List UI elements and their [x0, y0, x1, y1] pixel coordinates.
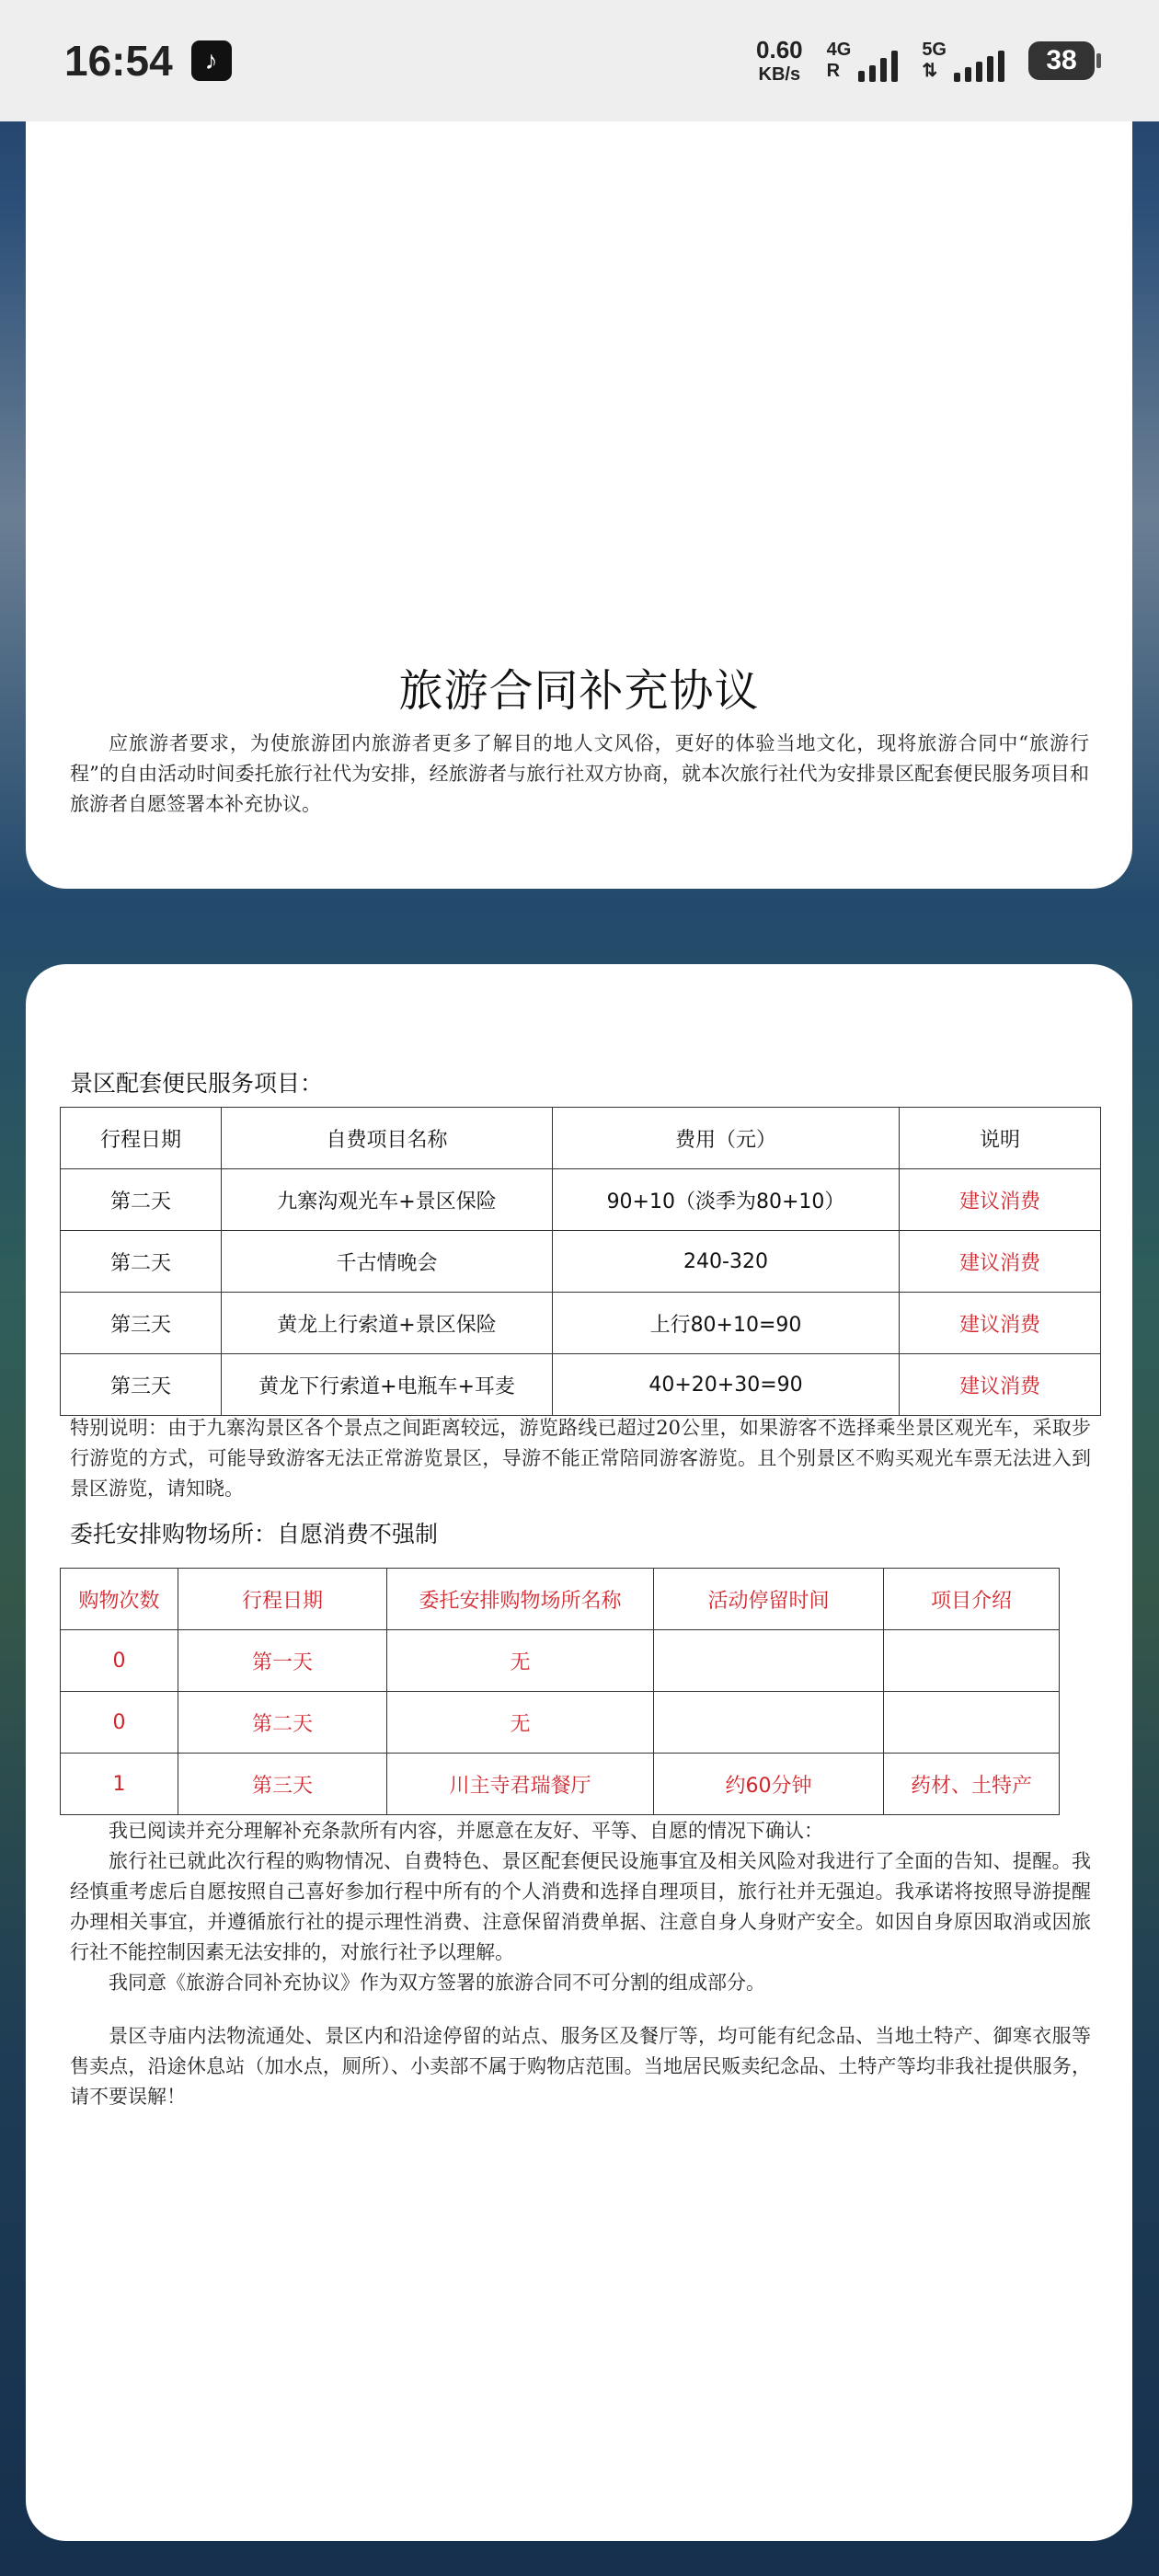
table-cell: 黄龙下行索道+电瓶车+耳麦 [222, 1354, 553, 1416]
sim1-signal [827, 40, 899, 82]
table-header-cell: 行程日期 [178, 1569, 387, 1630]
table-header-cell: 委托安排购物场所名称 [387, 1569, 654, 1630]
table-row [61, 1630, 1060, 1692]
table-header-cell: 购物次数 [61, 1569, 178, 1630]
network-speed [756, 38, 803, 84]
battery-level: 38 [1046, 45, 1077, 75]
shopping-section-title: 委托安排购物场所：自愿消费不强制 [70, 1521, 439, 1547]
agreement-paragraph: 旅行社已就此次行程的购物情况、自费特色、景区配套便民设施事宜及相关风险对我进行了全面的告知、提醒。我经慎重考虑后自愿按照自己喜好参加行程中所有的个人消费和选择自理项目，旅行社并无强迫。我承诺将按照导游提醒办理相关事宜，并遵循旅行社的提示理性消费、注意保留消费单据、注意自身人身财产安全。如因自身原因取消或因旅行社不能控制因素无法安排的，对旅行社予以理解。 [70, 1850, 1091, 1963]
table-row [61, 1293, 1101, 1354]
data-arrows-icon: ⇅ [922, 61, 938, 81]
table-header-row [61, 1569, 1060, 1630]
table-cell: 建议消费 [900, 1293, 1101, 1354]
table-cell: 九寨沟观光车+景区保险 [222, 1169, 553, 1231]
agreement-paragraph: 我同意《旅游合同补充协议》作为双方签署的旅游合同不可分割的组成部分。 [109, 1972, 765, 1994]
table-cell: 约60分钟 [654, 1754, 884, 1815]
signal-bars-icon [954, 51, 1004, 82]
status-indicators [756, 38, 1095, 84]
sim2-type: 5G [922, 40, 947, 60]
table-cell: 90+10（淡季为80+10） [553, 1169, 900, 1231]
table-row [61, 1231, 1101, 1293]
table-cell: 无 [387, 1630, 654, 1692]
network-speed-value: 0.60 [756, 36, 803, 63]
status-bar [0, 0, 1159, 121]
table-cell: 0 [61, 1630, 178, 1692]
table-cell: 上行80+10=90 [553, 1293, 900, 1354]
table-header-cell: 行程日期 [61, 1108, 222, 1169]
table-cell: 药材、土特产 [884, 1754, 1060, 1815]
table-cell: 第一天 [178, 1630, 387, 1692]
shopping-table [60, 1568, 1060, 1815]
table-header-cell: 活动停留时间 [654, 1569, 884, 1630]
document-title: 旅游合同补充协议 [398, 665, 760, 717]
agreement-paragraph: 我已阅读并充分理解补充条款所有内容，并愿意在友好、平等、自愿的情况下确认： [109, 1820, 823, 1842]
table-cell [654, 1692, 884, 1754]
document-page-1[interactable] [26, 121, 1132, 889]
table-header-cell: 项目介绍 [884, 1569, 1060, 1630]
table-header-row [61, 1108, 1101, 1169]
table-cell: 第三天 [61, 1354, 222, 1416]
table-row [61, 1354, 1101, 1416]
table-cell: 无 [387, 1692, 654, 1754]
agreement-text [70, 1816, 1091, 2112]
sim1-roaming: R [826, 61, 841, 81]
table-cell [884, 1630, 1060, 1692]
agreement-paragraph: 景区寺庙内法物流通处、景区内和沿途停留的站点、服务区及餐厅等，均可能有纪念品、当地土特产、御寒衣服等售卖点，沿途休息站（加水点，厕所）、小卖部不属于购物店范围。当地居民贩卖纪念品、土特产等均非我社提供服务，请不要误解！ [70, 2025, 1091, 2108]
clock: 16:54 [64, 37, 173, 85]
intro-paragraph: 应旅游者要求，为使旅游团内旅游者更多了解目的地人文风俗，更好的体验当地文化，现将旅游合同中“旅游行程”的自由活动时间委托旅行社代为安排，经旅游者与旅行社双方协商，就本次旅行社代为安排景区配套便民服务项目和旅游者自愿签署本补充协议。 [70, 732, 1089, 815]
table-header-cell: 费用（元） [553, 1108, 900, 1169]
status-time [64, 36, 232, 86]
table-cell: 黄龙上行索道+景区保险 [222, 1293, 553, 1354]
table-cell: 建议消费 [900, 1354, 1101, 1416]
table-row [61, 1692, 1060, 1754]
services-section-title: 景区配套便民服务项目： [70, 1070, 324, 1097]
special-note: 特别说明：由于九寨沟景区各个景点之间距离较远，游览路线已超过20公里，如果游客不选择乘坐景区观光车，采取步行游览的方式，可能导致游客无法正常游览景区，导游不能正常陪同游客游览。且个别景区不购买观光车票无法进入到景区游览，请知晓。 [70, 1417, 1091, 1500]
table-cell [654, 1630, 884, 1692]
signal-bars-icon [858, 51, 898, 82]
table-cell: 第二天 [61, 1231, 222, 1293]
table-header-cell: 自费项目名称 [222, 1108, 553, 1169]
table-cell: 第二天 [61, 1169, 222, 1231]
table-cell: 建议消费 [900, 1169, 1101, 1231]
battery-icon [1028, 41, 1095, 80]
table-cell: 0 [61, 1692, 178, 1754]
network-speed-unit: KB/s [758, 64, 801, 85]
table-cell: 千古情晚会 [222, 1231, 553, 1293]
tiktok-icon: ♪ [191, 40, 232, 81]
document-page-2[interactable] [26, 964, 1132, 2541]
table-cell: 240-320 [553, 1231, 900, 1293]
table-cell [884, 1692, 1060, 1754]
table-cell: 建议消费 [900, 1231, 1101, 1293]
table-cell: 1 [61, 1754, 178, 1815]
table-cell: 第二天 [178, 1692, 387, 1754]
table-header-cell: 说明 [900, 1108, 1101, 1169]
sim2-signal [922, 40, 1004, 82]
services-table [60, 1107, 1101, 1416]
table-row [61, 1169, 1101, 1231]
table-cell: 第三天 [178, 1754, 387, 1815]
table-cell: 川主寺君瑞餐厅 [387, 1754, 654, 1815]
sim1-type: 4G [826, 40, 852, 60]
table-row [61, 1754, 1060, 1815]
table-cell: 40+20+30=90 [553, 1354, 900, 1416]
table-cell: 第三天 [61, 1293, 222, 1354]
